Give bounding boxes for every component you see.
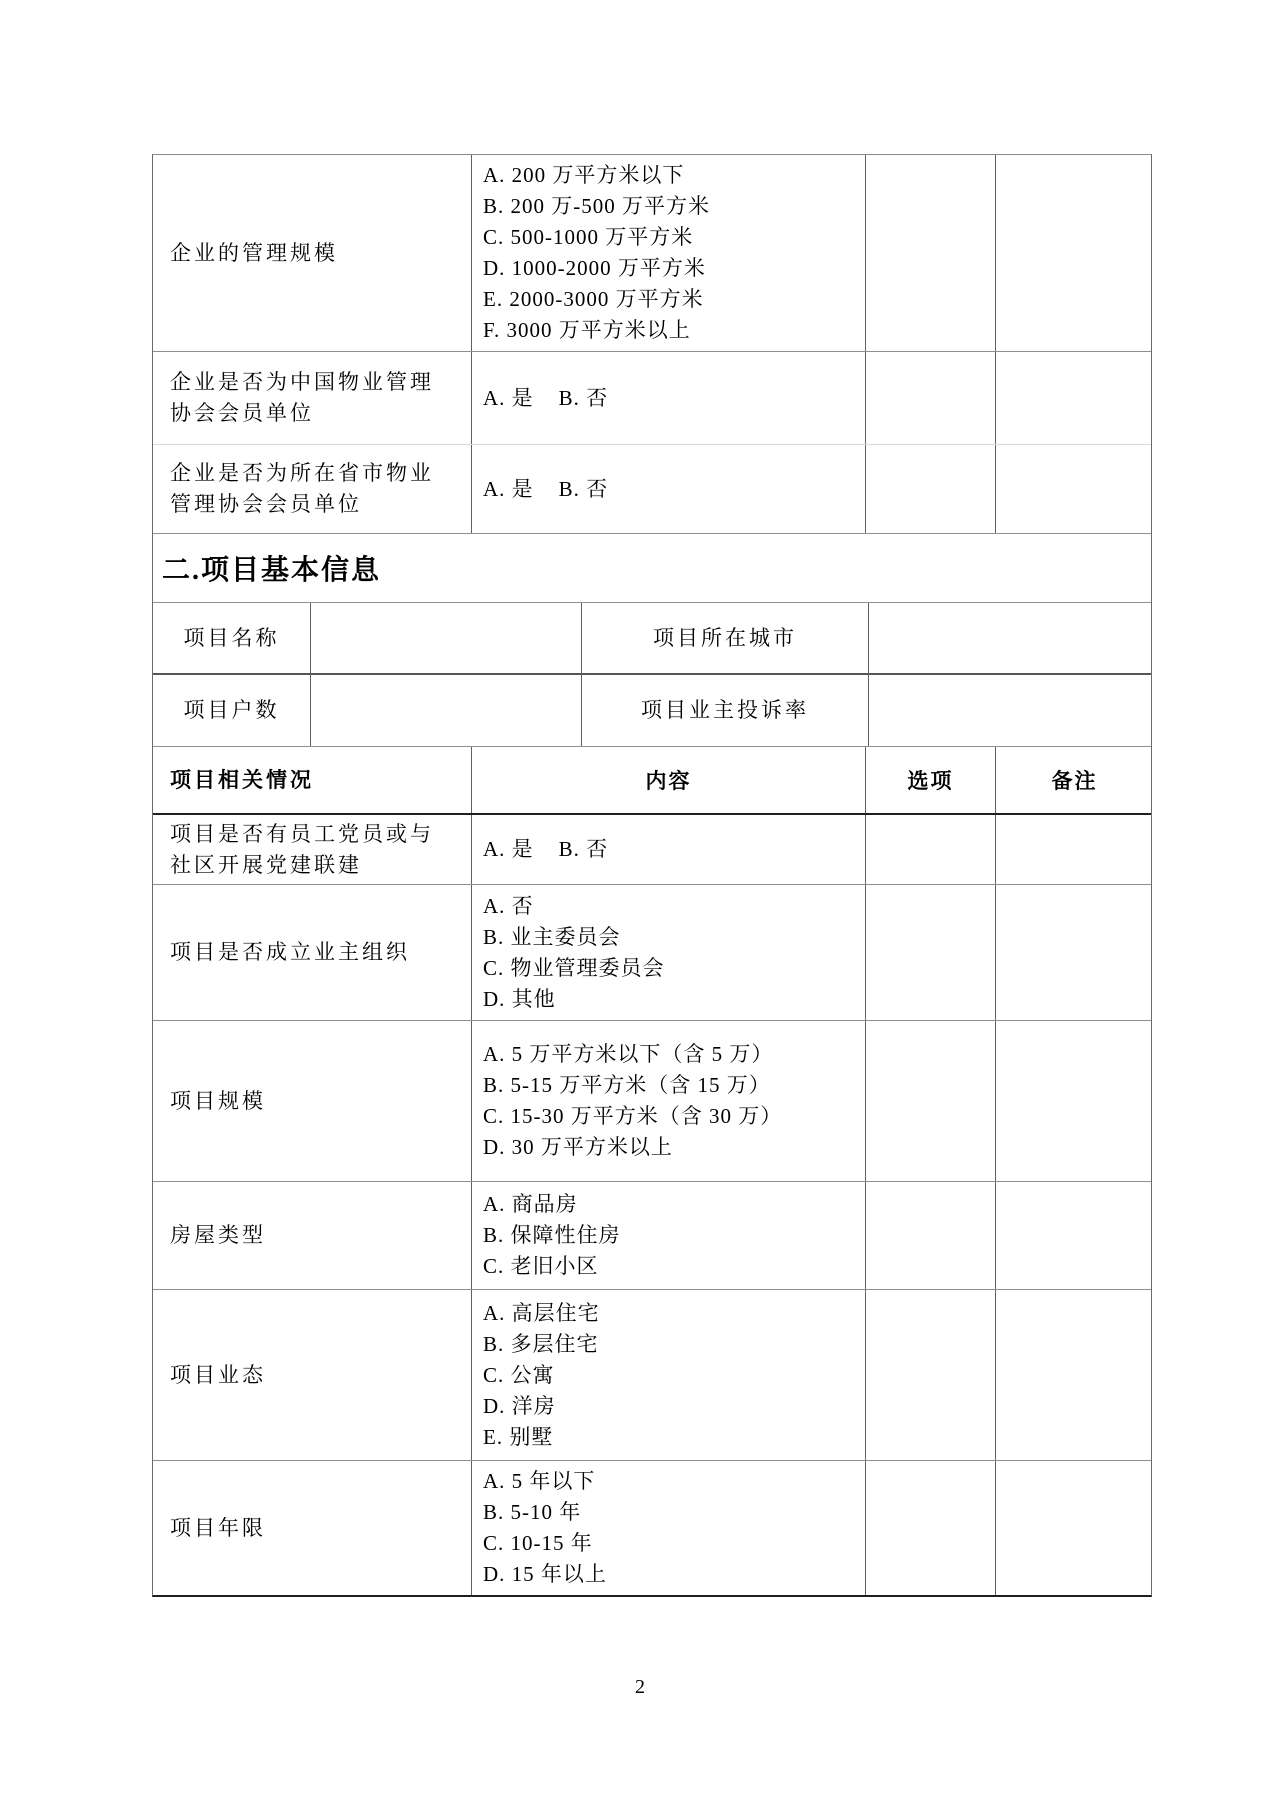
option-line: A. 是 B. 否 — [483, 385, 609, 410]
row-label: 项目所在城市 — [653, 625, 797, 650]
option-line: B. 业主委员会 — [483, 924, 621, 949]
value-empty-cell — [869, 675, 1153, 746]
choice-empty-cell — [866, 445, 996, 533]
remark-empty-cell — [996, 155, 1153, 351]
row-label: 企业是否为中国物业管理协会会员单位 — [170, 370, 434, 425]
content-cell — [472, 1021, 866, 1181]
label-cell — [153, 1182, 472, 1289]
remark-empty-cell — [996, 445, 1153, 533]
questionnaire-table — [152, 154, 1152, 1597]
header-cell-content — [472, 747, 866, 813]
column-header: 内容 — [645, 769, 692, 793]
row-label: 企业的管理规模 — [170, 240, 338, 265]
option-line: F. 3000 万平方米以上 — [483, 318, 691, 342]
content-cell — [472, 815, 866, 884]
value-empty-cell — [311, 603, 582, 673]
content-cell — [472, 155, 866, 351]
label-cell — [153, 1021, 472, 1181]
remark-empty-cell — [996, 352, 1153, 444]
option-line: E. 别墅 — [483, 1424, 554, 1449]
label-cell — [582, 603, 869, 673]
label-cell — [582, 675, 869, 746]
option-line: A. 5 万平方米以下（含 5 万） — [483, 1042, 774, 1066]
choice-empty-cell — [866, 352, 996, 444]
option-line: D. 洋房 — [483, 1393, 556, 1418]
row-company-scale — [153, 155, 1151, 352]
row-party-building — [153, 815, 1151, 885]
header-cell-choice — [866, 747, 996, 813]
row-label: 项目名称 — [183, 625, 280, 650]
option-line: D. 30 万平方米以上 — [483, 1135, 673, 1159]
option-line: C. 10-15 年 — [483, 1531, 593, 1555]
header-cell-situation — [153, 747, 472, 813]
row-label: 项目年限 — [170, 1515, 266, 1540]
section-title-cell — [153, 534, 1151, 602]
option-line: A. 高层住宅 — [483, 1300, 600, 1325]
remark-empty-cell — [996, 815, 1153, 884]
option-line: B. 保障性住房 — [483, 1223, 621, 1247]
label-cell — [153, 1290, 472, 1460]
option-line: A. 是 B. 否 — [483, 476, 609, 501]
remark-empty-cell — [996, 1461, 1153, 1595]
option-line: C. 公寓 — [483, 1362, 555, 1387]
choice-empty-cell — [866, 1021, 996, 1181]
option-line: A. 5 年以下 — [483, 1469, 596, 1493]
content-cell — [472, 885, 866, 1020]
option-line: A. 是 B. 否 — [483, 837, 609, 861]
option-line: C. 老旧小区 — [483, 1254, 599, 1278]
section-title: 二.项目基本信息 — [162, 555, 382, 586]
row-provincial-member — [153, 445, 1151, 534]
remark-empty-cell — [996, 1182, 1153, 1289]
row-label: 项目是否有员工党员或与社区开展党建联建 — [170, 821, 434, 877]
label-cell — [153, 815, 472, 884]
value-empty-cell — [311, 675, 582, 746]
row-project-format — [153, 1290, 1151, 1461]
column-header: 项目相关情况 — [170, 767, 314, 792]
column-header: 备注 — [1051, 769, 1098, 793]
detail-header-row — [153, 747, 1151, 815]
remark-empty-cell — [996, 1290, 1153, 1460]
content-cell — [472, 352, 866, 444]
row-cnpma-member — [153, 352, 1151, 445]
row-project-scale — [153, 1021, 1151, 1182]
choice-empty-cell — [866, 155, 996, 351]
label-cell — [153, 352, 472, 444]
label-cell — [153, 1461, 472, 1595]
option-line: B. 5-10 年 — [483, 1500, 582, 1524]
choice-empty-cell — [866, 885, 996, 1020]
page-number: 2 — [635, 1676, 645, 1698]
choice-empty-cell — [866, 1182, 996, 1289]
label-cell — [153, 603, 311, 673]
choice-empty-cell — [866, 1461, 996, 1595]
option-line: A. 商品房 — [483, 1192, 578, 1216]
row-label: 项目是否成立业主组织 — [170, 940, 410, 964]
row-project-name-city — [153, 603, 1151, 675]
label-cell — [153, 675, 311, 746]
row-label: 项目户数 — [183, 698, 280, 722]
row-label: 企业是否为所在省市物业管理协会会员单位 — [170, 461, 434, 516]
row-housing-type — [153, 1182, 1151, 1290]
content-cell — [472, 1461, 866, 1595]
option-line: C. 物业管理委员会 — [483, 955, 665, 980]
option-line: C. 500-1000 万平方米 — [483, 225, 694, 249]
header-cell-remark — [996, 747, 1153, 813]
remark-empty-cell — [996, 885, 1153, 1020]
row-label: 项目业主投诉率 — [641, 698, 809, 722]
option-line: D. 其他 — [483, 986, 556, 1011]
label-cell — [153, 885, 472, 1020]
content-cell — [472, 1182, 866, 1289]
row-project-households-complaint — [153, 675, 1151, 747]
content-cell — [472, 1290, 866, 1460]
option-line: A. 200 万平方米以下 — [483, 163, 685, 187]
row-label: 项目规模 — [170, 1088, 266, 1113]
row-owner-organization — [153, 885, 1151, 1021]
row-label: 房屋类型 — [170, 1223, 266, 1247]
option-line: B. 多层住宅 — [483, 1331, 599, 1356]
option-line: A. 否 — [483, 893, 534, 918]
value-empty-cell — [869, 603, 1153, 673]
option-line: B. 5-15 万平方米（含 15 万） — [483, 1073, 771, 1097]
option-line: D. 1000-2000 万平方米 — [483, 256, 706, 280]
option-line: C. 15-30 万平方米（含 30 万） — [483, 1104, 783, 1128]
column-header: 选项 — [907, 769, 954, 793]
label-cell — [153, 155, 472, 351]
row-label: 项目业态 — [170, 1362, 266, 1387]
choice-empty-cell — [866, 1290, 996, 1460]
content-cell — [472, 445, 866, 533]
option-line: B. 200 万-500 万平方米 — [483, 194, 710, 218]
option-line: E. 2000-3000 万平方米 — [483, 287, 704, 311]
row-project-age — [153, 1461, 1151, 1595]
choice-empty-cell — [866, 815, 996, 884]
label-cell — [153, 445, 472, 533]
option-line: D. 15 年以上 — [483, 1562, 607, 1586]
section-title-row — [153, 534, 1151, 603]
remark-empty-cell — [996, 1021, 1153, 1181]
